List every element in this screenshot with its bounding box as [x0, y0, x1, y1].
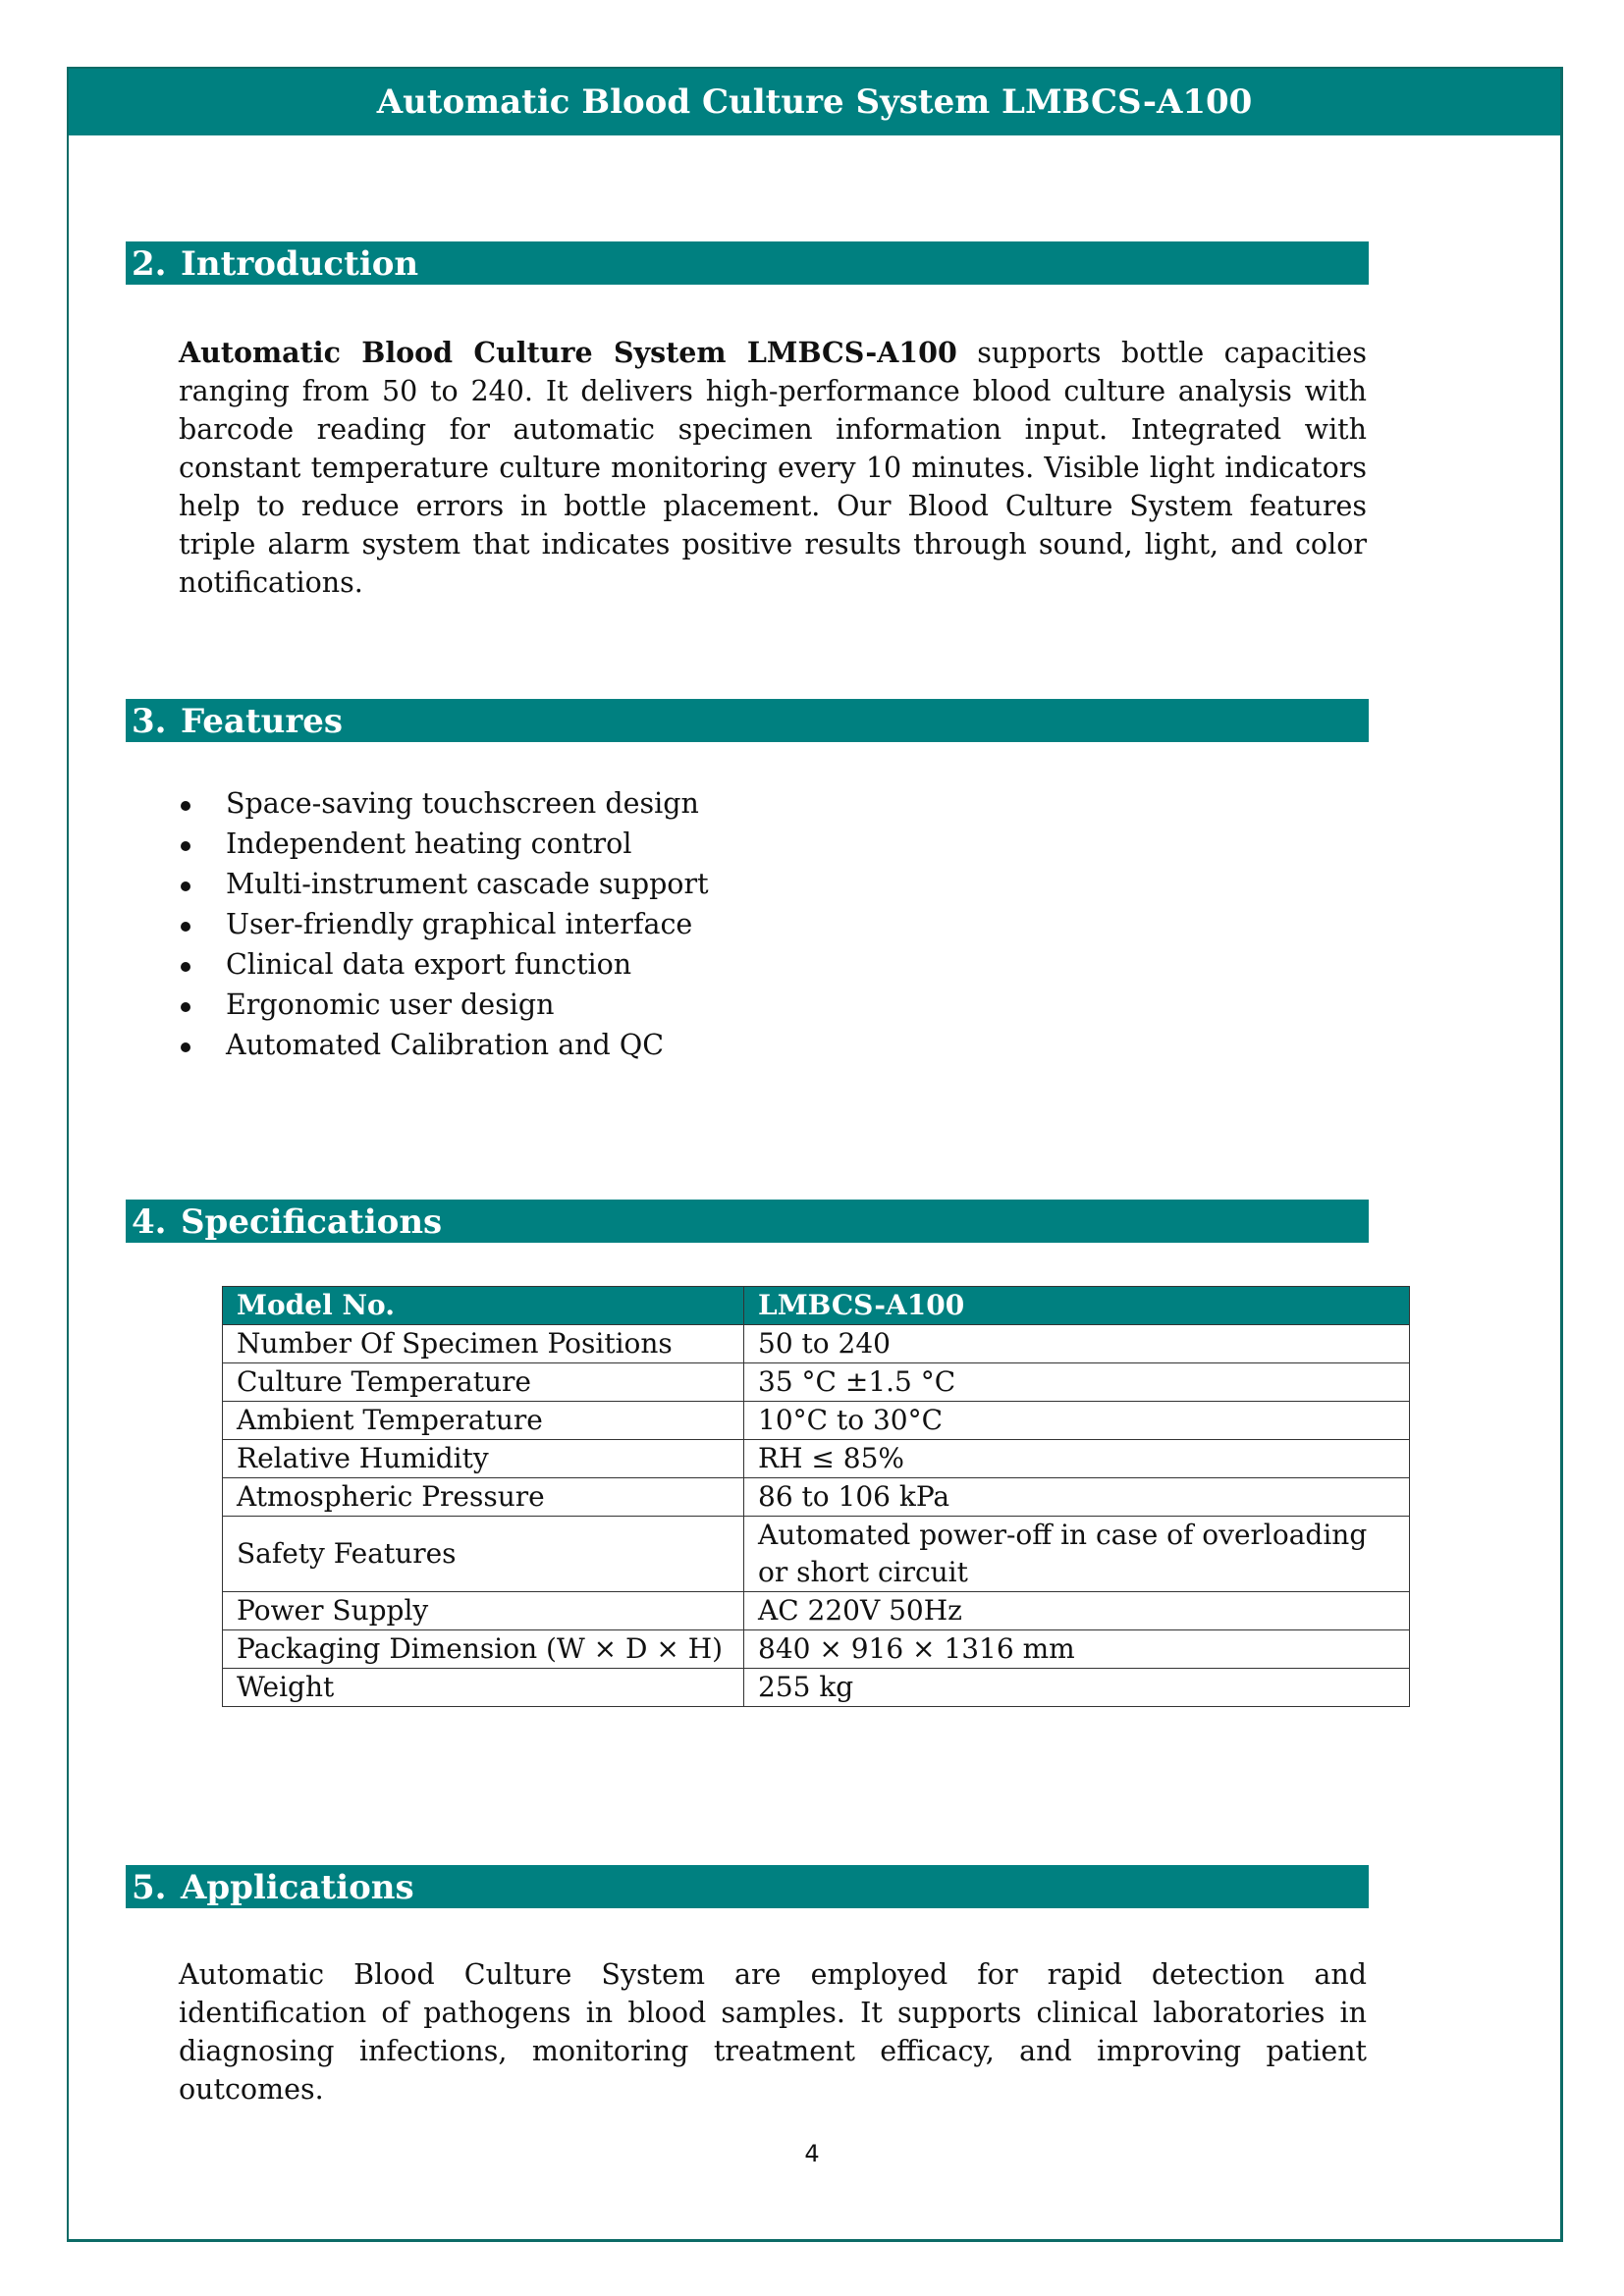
list-item: User-friendly graphical interface	[179, 904, 709, 944]
table-cell: RH ≤ 85%	[744, 1440, 1410, 1478]
bullet-icon	[181, 1002, 190, 1012]
table-header-cell: LMBCS-A100	[744, 1287, 1410, 1325]
section-number: 3.	[132, 702, 167, 741]
table-cell: 86 to 106 kPa	[744, 1478, 1410, 1517]
bullet-icon	[181, 881, 190, 891]
section-number: 4.	[132, 1202, 167, 1242]
table-cell: Weight	[223, 1669, 744, 1707]
table-cell: 35 °C ±1.5 °C	[744, 1363, 1410, 1402]
section-title: Applications	[181, 1868, 414, 1907]
section-specifications-heading	[126, 1200, 1369, 1243]
table-row	[223, 1363, 1410, 1402]
introduction-paragraph	[179, 334, 1367, 602]
table-row	[223, 1669, 1410, 1707]
table-row	[223, 1325, 1410, 1363]
table-cell: Automated power-off in case of overloading or short circuit	[744, 1517, 1410, 1592]
table-cell: Ambient Temperature	[223, 1402, 744, 1440]
features-list	[179, 783, 709, 1065]
bullet-icon	[181, 841, 190, 851]
table-cell: Culture Temperature	[223, 1363, 744, 1402]
list-item: Independent heating control	[179, 824, 709, 864]
bullet-icon	[181, 1042, 190, 1052]
section-title: Introduction	[181, 244, 419, 284]
applications-paragraph: Automatic Blood Culture System are employed for rapid detection and identification of pathogens in blood samples. It supports clinical laboratories in diagnosing infections, monitoring treatment efficacy, and improving patient outcomes.	[179, 1958, 1367, 2106]
table-row	[223, 1478, 1410, 1517]
table-cell: 10°C to 30°C	[744, 1402, 1410, 1440]
section-features-heading	[126, 699, 1369, 742]
table-cell: AC 220V 50Hz	[744, 1592, 1410, 1630]
table-cell: Atmospheric Pressure	[223, 1478, 744, 1517]
table-cell: Number Of Specimen Positions	[223, 1325, 744, 1363]
list-item: Multi-instrument cascade support	[179, 864, 709, 904]
section-applications-heading	[126, 1865, 1369, 1908]
introduction-body: supports bottle capacities ranging from 50 to 240. It delivers high-performance blood culture analysis with barcode reading for automatic specimen information input. Integrated with constant temperature culture monitoring every 10 minutes. Visible light indicators help to reduce errors in bottle placement. Our Blood Culture System features triple alarm system that indicates positive results through sound, light, and color notifications.	[179, 337, 1368, 599]
specifications-table	[222, 1286, 1410, 1707]
table-row	[223, 1440, 1410, 1478]
table-cell: 50 to 240	[744, 1325, 1410, 1363]
bullet-icon	[181, 801, 190, 811]
section-title: Specifications	[181, 1202, 443, 1242]
table-row	[223, 1402, 1410, 1440]
list-item: Clinical data export function	[179, 944, 709, 985]
table-row	[223, 1630, 1410, 1669]
table-cell: Safety Features	[223, 1517, 744, 1592]
table-cell: 840 × 916 × 1316 mm	[744, 1630, 1410, 1669]
document-header: Automatic Blood Culture System LMBCS-A100	[69, 69, 1560, 135]
bullet-icon	[181, 922, 190, 932]
page-number: 4	[804, 2140, 820, 2167]
list-item: Automated Calibration and QC	[179, 1025, 709, 1065]
table-cell: 255 kg	[744, 1669, 1410, 1707]
table-cell: Power Supply	[223, 1592, 744, 1630]
list-item: Ergonomic user design	[179, 985, 709, 1025]
section-number: 2.	[132, 244, 167, 284]
table-row	[223, 1592, 1410, 1630]
section-introduction-heading	[126, 241, 1369, 285]
section-title: Features	[181, 702, 344, 741]
table-cell: Relative Humidity	[223, 1440, 744, 1478]
table-cell: Packaging Dimension (W × D × H)	[223, 1630, 744, 1669]
table-header-cell: Model No.	[223, 1287, 744, 1325]
table-header-row	[223, 1287, 1410, 1325]
list-item: Space-saving touchscreen design	[179, 783, 709, 824]
section-number: 5.	[132, 1868, 167, 1907]
product-name-bold: Automatic Blood Culture System LMBCS-A100	[179, 336, 957, 369]
table-row	[223, 1517, 1410, 1592]
bullet-icon	[181, 962, 190, 972]
